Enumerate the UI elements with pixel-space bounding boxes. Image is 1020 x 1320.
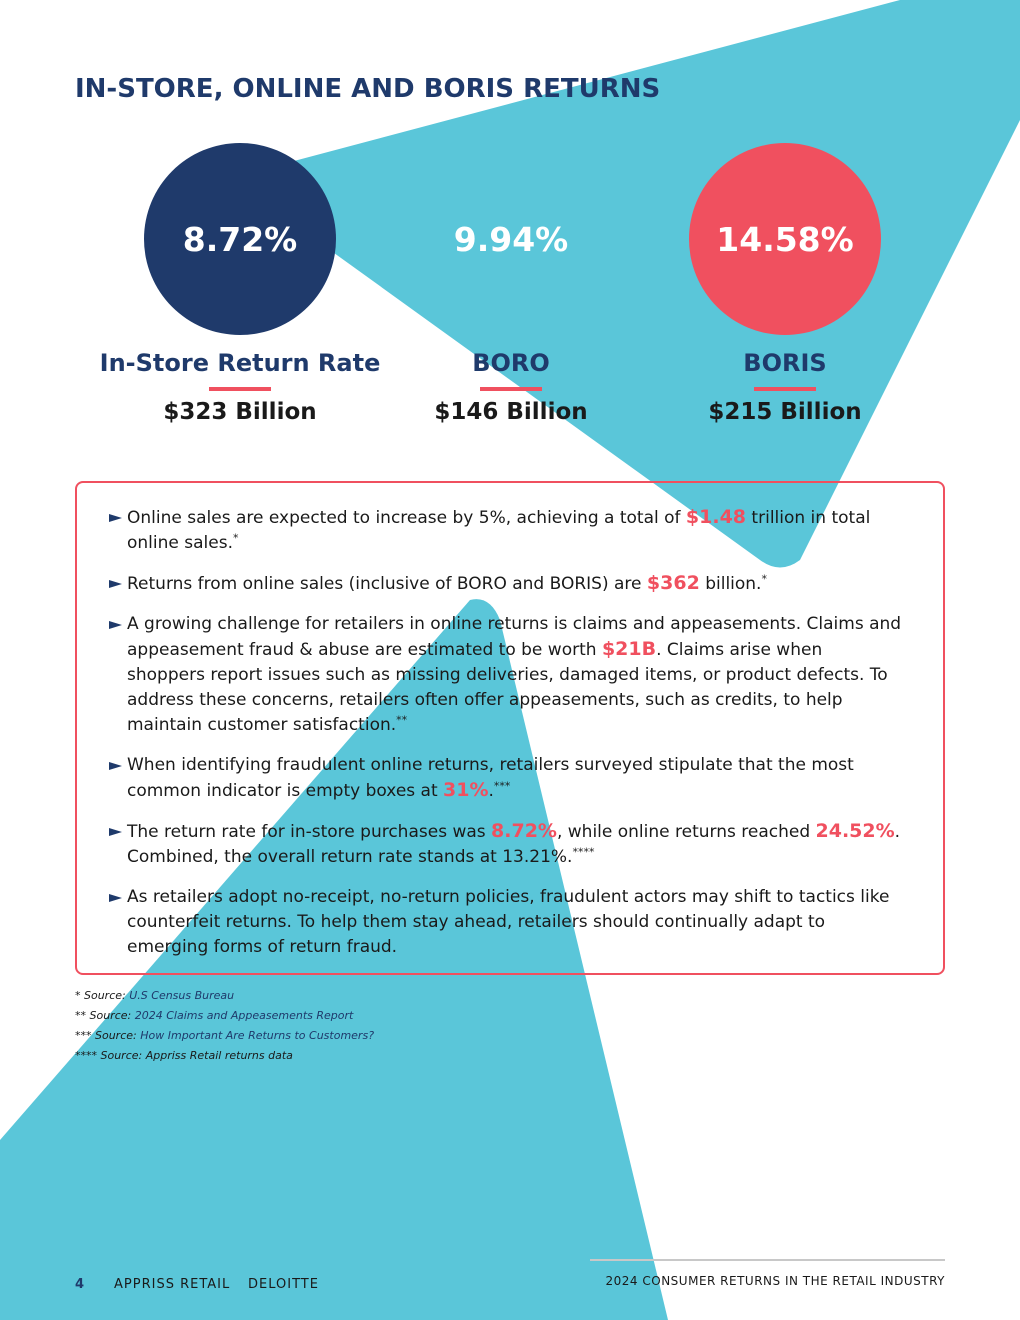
source-notes [75, 986, 374, 1066]
stat-amount-boris: $215 Billion [708, 399, 862, 425]
source-prefix: * Source: [75, 989, 130, 1002]
arrow-bullet-icon [109, 894, 122, 902]
stat-divider [480, 387, 542, 391]
source-link[interactable]: U.S Census Bureau [129, 989, 235, 1002]
highlight-value: 31% [443, 779, 489, 801]
finding-item [105, 505, 903, 556]
finding-item [105, 819, 903, 870]
highlight-value: 24.52% [815, 820, 895, 842]
arrow-bullet-icon [109, 580, 122, 588]
page-number: 4 [75, 1277, 85, 1292]
source-link[interactable]: 2024 Claims and Appeasements Report [134, 1009, 354, 1022]
footer-org-appriss: APPRISS RETAIL [114, 1277, 231, 1292]
finding-text: trillion in total online sales. [127, 508, 871, 553]
highlight-value: $1.48 [685, 506, 747, 528]
finding-text: . Claims arise when shoppers report issues such as missing deliveries, damaged items, or product defects. To address these concerns, retailers often offer appeasements, such as credits, to help maintain customer satisfaction. [127, 640, 888, 735]
finding-item [105, 885, 903, 960]
arrow-bullet-icon [109, 762, 122, 770]
stat-circle-boris: 14.58% [689, 143, 881, 335]
arrow-bullet-icon [109, 621, 122, 629]
stat-label-in-store: In-Store Return Rate [99, 349, 381, 377]
source-text: Appriss Retail returns data [145, 1049, 293, 1062]
finding-text: , while online returns reached [556, 822, 816, 842]
stat-boro [366, 143, 656, 425]
footer-report-title: 2024 CONSUMER RETURNS IN THE RETAIL INDUSTRY [605, 1274, 945, 1288]
footnote-marker: **** [572, 845, 595, 859]
arrow-bullet-icon [109, 828, 122, 836]
stat-label-boro: BORO [472, 349, 550, 377]
footnote-marker: * [761, 572, 767, 586]
findings-list [77, 483, 943, 960]
finding-text: The return rate for in-store purchases was [127, 822, 492, 842]
finding-text: As retailers adopt no-receipt, no-return policies, fraudulent actors may shift to tactics like counterfeit returns. To help them stay ahead, retailers should continually adapt to emerging forms of return fraud. [127, 887, 890, 957]
finding-text: When identifying fraudulent online returns, retailers surveyed stipulate that the most common indicator is empty boxes at [127, 755, 854, 801]
footnote-marker: * [232, 531, 239, 545]
key-findings-box [75, 481, 945, 975]
stat-amount-boro: $146 Billion [434, 399, 588, 425]
finding-text: billion. [699, 574, 762, 594]
highlight-value: $362 [646, 572, 700, 594]
stat-divider [209, 387, 271, 391]
finding-item [105, 753, 903, 804]
page-title: IN-STORE, ONLINE AND BORIS RETURNS [75, 74, 661, 104]
source-note [75, 986, 374, 1006]
stat-divider [754, 387, 816, 391]
finding-text: . Combined, the overall return rate stands at 13.21%. [127, 822, 901, 867]
stat-boris [640, 143, 930, 425]
arrow-bullet-icon [109, 514, 122, 522]
footnote-marker: *** [493, 779, 511, 793]
source-prefix: *** Source: [75, 1029, 141, 1042]
stat-in-store [95, 143, 385, 425]
stat-circle-in-store: 8.72% [144, 143, 336, 335]
stat-amount-in-store: $323 Billion [163, 399, 317, 425]
source-link[interactable]: How Important Are Returns to Customers? [140, 1029, 375, 1042]
finding-text: A growing challenge for retailers in online returns is claims and appeasements. Claims and appeasement fraud & abuse are estimated to be worth [127, 614, 902, 660]
highlight-value: 8.72% [491, 820, 557, 842]
finding-item [105, 612, 903, 738]
finding-text: Online sales are expected to increase by 5%, achieving a total of [127, 508, 686, 528]
source-note [75, 1046, 374, 1066]
source-note [75, 1006, 374, 1026]
footnote-marker: ** [396, 713, 408, 727]
stat-label-boris: BORIS [743, 349, 827, 377]
footer-org-deloitte: DELOITTE [248, 1277, 319, 1292]
finding-item [105, 571, 903, 597]
highlight-value: $21B [601, 638, 657, 660]
footer-divider [590, 1259, 945, 1261]
finding-text: Returns from online sales (inclusive of BORO and BORIS) are [127, 574, 647, 594]
source-prefix: ** Source: [75, 1009, 135, 1022]
source-note [75, 1026, 374, 1046]
source-prefix: **** Source: [75, 1049, 146, 1062]
stat-circle-boro: 9.94% [453, 219, 569, 259]
finding-text: . [488, 781, 494, 801]
